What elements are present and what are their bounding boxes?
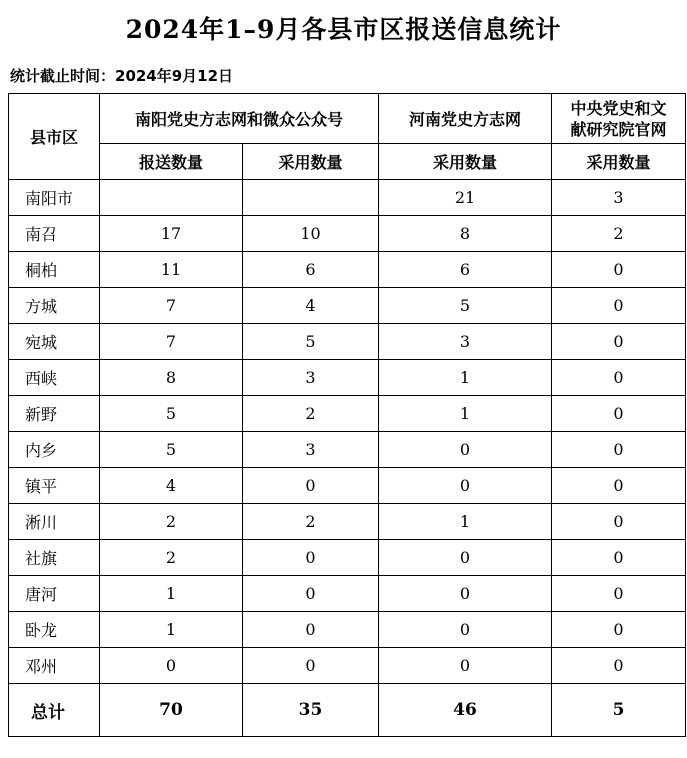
submitted-count: 1 — [100, 612, 243, 648]
adopted-count-henan: 21 — [379, 180, 552, 216]
adopted-count-henan: 0 — [379, 468, 552, 504]
region-name: 唐河 — [9, 576, 100, 612]
table-row — [9, 396, 686, 432]
adopted-count-central: 0 — [552, 288, 686, 324]
adopted-count-henan: 1 — [379, 504, 552, 540]
adopted-count-central: 0 — [552, 396, 686, 432]
submitted-count: 5 — [100, 396, 243, 432]
adopted-count-henan: 0 — [379, 612, 552, 648]
adopted-count-central: 0 — [552, 504, 686, 540]
adopted-count-nanyang: 3 — [243, 432, 379, 468]
adopted-count-henan: 0 — [379, 648, 552, 684]
header-submitted-count: 报送数量 — [100, 144, 243, 180]
region-name: 新野 — [9, 396, 100, 432]
region-name: 方城 — [9, 288, 100, 324]
submitted-count: 11 — [100, 252, 243, 288]
region-name: 南阳市 — [9, 180, 100, 216]
adopted-count-central: 3 — [552, 180, 686, 216]
region-name: 卧龙 — [9, 612, 100, 648]
submitted-count: 7 — [100, 324, 243, 360]
submitted-count: 4 — [100, 468, 243, 504]
adopted-count-nanyang: 4 — [243, 288, 379, 324]
header-region: 县市区 — [9, 94, 100, 180]
total-label: 总计 — [9, 684, 100, 737]
adopted-count-henan: 0 — [379, 540, 552, 576]
header-henan-site: 河南党史方志网 — [379, 94, 552, 144]
adopted-count-nanyang: 3 — [243, 360, 379, 396]
table-row — [9, 360, 686, 396]
header-nanyang-site: 南阳党史方志网和微众公众号 — [100, 94, 379, 144]
adopted-count-nanyang — [243, 180, 379, 216]
submitted-count: 5 — [100, 432, 243, 468]
table-row — [9, 504, 686, 540]
table-row — [9, 216, 686, 252]
adopted-count-central: 2 — [552, 216, 686, 252]
adopted-count-henan: 0 — [379, 576, 552, 612]
adopted-count-nanyang: 0 — [243, 576, 379, 612]
total-row — [9, 684, 686, 737]
adopted-count-central: 0 — [552, 648, 686, 684]
adopted-count-nanyang: 0 — [243, 648, 379, 684]
submitted-count: 2 — [100, 540, 243, 576]
adopted-count-henan: 5 — [379, 288, 552, 324]
submitted-count — [100, 180, 243, 216]
table-row — [9, 612, 686, 648]
table-body — [9, 180, 686, 684]
adopted-count-central: 0 — [552, 540, 686, 576]
header-central-site — [552, 94, 686, 144]
adopted-count-central: 0 — [552, 324, 686, 360]
table-row — [9, 432, 686, 468]
table-row — [9, 648, 686, 684]
table-row — [9, 540, 686, 576]
cutoff-date: 统计截止时间：2024年9月12日 — [10, 66, 234, 85]
adopted-count-nanyang: 0 — [243, 540, 379, 576]
page-title: 2024年1–9月各县市区报送信息统计 — [125, 15, 562, 44]
region-name: 西峡 — [9, 360, 100, 396]
adopted-count-nanyang: 0 — [243, 468, 379, 504]
header-central-site-line1: 中央党史和文 — [570, 98, 667, 118]
submitted-count: 0 — [100, 648, 243, 684]
header-adopted-count-nanyang: 采用数量 — [243, 144, 379, 180]
statistics-table — [8, 93, 686, 737]
table-row — [9, 288, 686, 324]
adopted-count-central: 0 — [552, 612, 686, 648]
region-name: 南召 — [9, 216, 100, 252]
region-name: 邓州 — [9, 648, 100, 684]
header-adopted-count-central: 采用数量 — [552, 144, 686, 180]
header-central-site-line2: 献研究院官网 — [570, 119, 667, 139]
region-name: 内乡 — [9, 432, 100, 468]
adopted-count-nanyang: 5 — [243, 324, 379, 360]
submitted-count: 8 — [100, 360, 243, 396]
adopted-count-nanyang: 2 — [243, 396, 379, 432]
adopted-count-central: 0 — [552, 432, 686, 468]
total-adopted-nanyang: 35 — [243, 684, 379, 737]
adopted-count-nanyang: 2 — [243, 504, 379, 540]
table-row — [9, 468, 686, 504]
adopted-count-henan: 6 — [379, 252, 552, 288]
total-submitted: 70 — [100, 684, 243, 737]
region-name: 社旗 — [9, 540, 100, 576]
submitted-count: 2 — [100, 504, 243, 540]
submitted-count: 17 — [100, 216, 243, 252]
region-name: 镇平 — [9, 468, 100, 504]
region-name: 宛城 — [9, 324, 100, 360]
region-name: 淅川 — [9, 504, 100, 540]
adopted-count-henan: 1 — [379, 360, 552, 396]
adopted-count-central: 0 — [552, 576, 686, 612]
adopted-count-henan: 0 — [379, 432, 552, 468]
table-row — [9, 324, 686, 360]
adopted-count-nanyang: 0 — [243, 612, 379, 648]
adopted-count-central: 0 — [552, 252, 686, 288]
adopted-count-central: 0 — [552, 468, 686, 504]
table-row — [9, 576, 686, 612]
region-name: 桐柏 — [9, 252, 100, 288]
adopted-count-nanyang: 6 — [243, 252, 379, 288]
submitted-count: 1 — [100, 576, 243, 612]
submitted-count: 7 — [100, 288, 243, 324]
adopted-count-henan: 8 — [379, 216, 552, 252]
header-adopted-count-henan: 采用数量 — [379, 144, 552, 180]
total-adopted-central: 5 — [552, 684, 686, 737]
table-row — [9, 180, 686, 216]
adopted-count-henan: 3 — [379, 324, 552, 360]
total-adopted-henan: 46 — [379, 684, 552, 737]
adopted-count-nanyang: 10 — [243, 216, 379, 252]
adopted-count-henan: 1 — [379, 396, 552, 432]
table-row — [9, 252, 686, 288]
adopted-count-central: 0 — [552, 360, 686, 396]
